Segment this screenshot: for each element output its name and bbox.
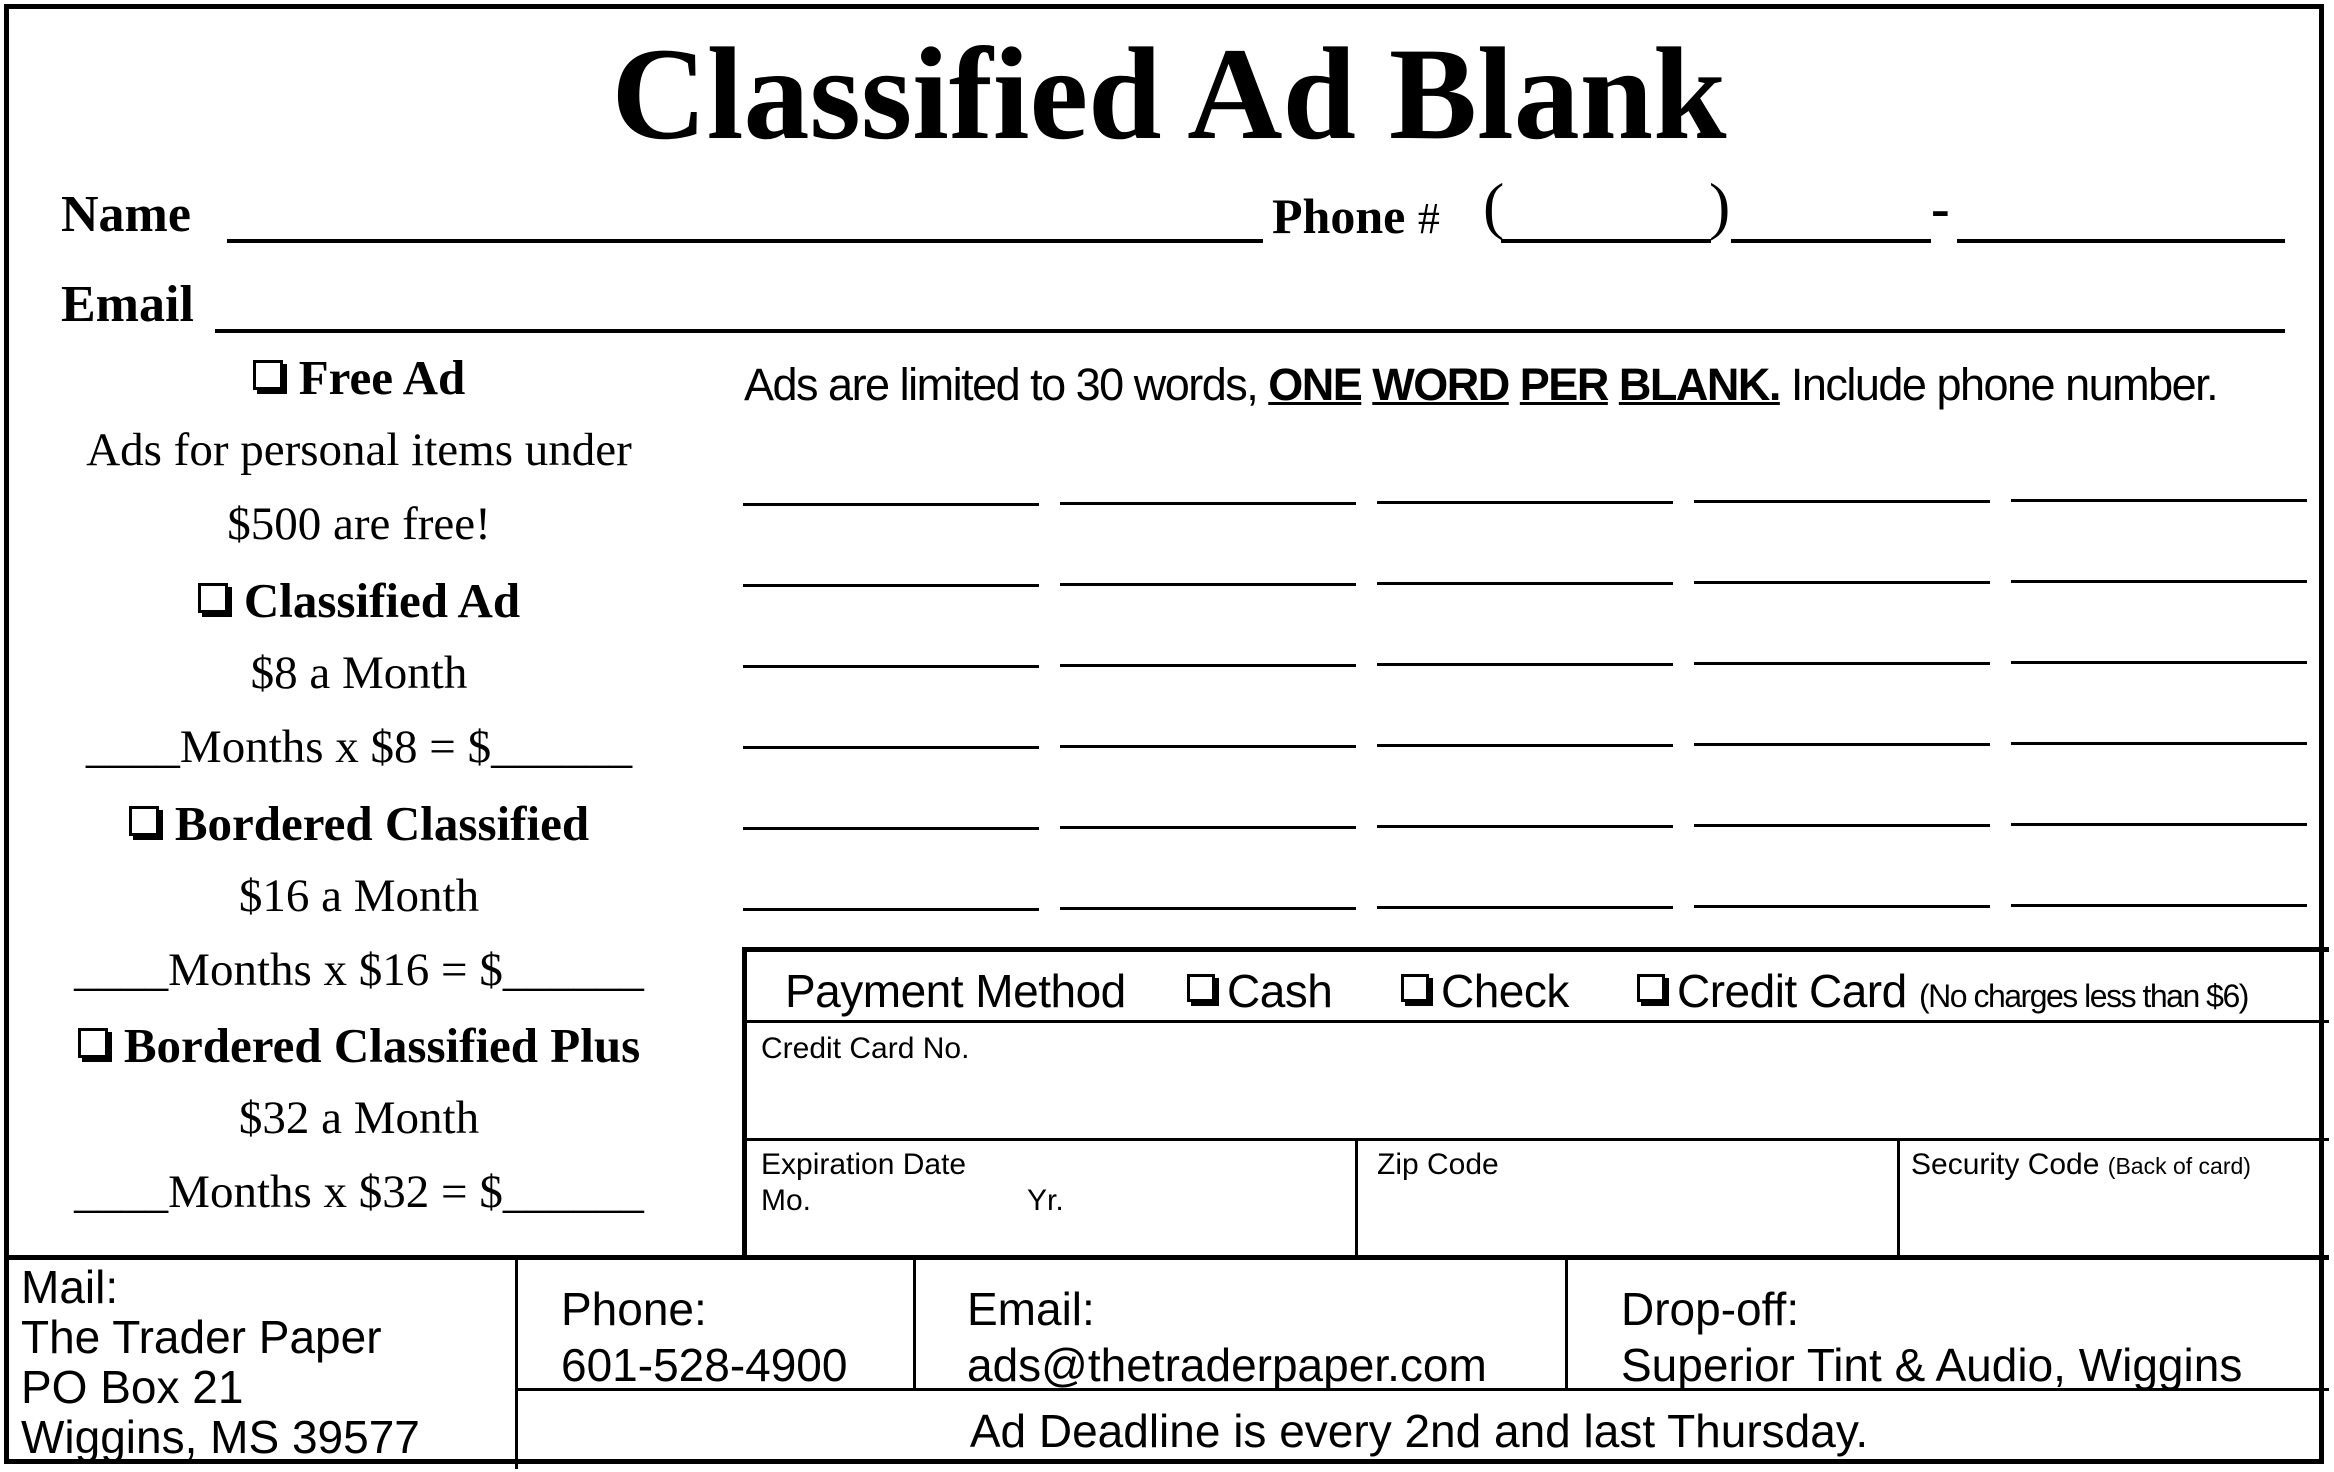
- word-blank[interactable]: [1377, 501, 1673, 504]
- word-blank[interactable]: [2011, 742, 2307, 745]
- payment-check-option[interactable]: [1401, 964, 1569, 1018]
- payment-method-label: Payment Method: [785, 965, 1126, 1017]
- instructions-emphasis-one: ONE: [1268, 359, 1362, 410]
- expiration-date-label: Expiration Date: [761, 1148, 967, 1181]
- word-blank[interactable]: [1377, 744, 1673, 747]
- free-ad-desc-2: $500 are free!: [227, 498, 491, 550]
- instructions-emphasis-blank: BLANK.: [1618, 359, 1780, 410]
- bordered-classified-checkbox[interactable]: [129, 806, 159, 836]
- word-blank[interactable]: [1377, 582, 1673, 585]
- word-blank[interactable]: [743, 908, 1039, 911]
- word-blank[interactable]: [1060, 745, 1356, 748]
- word-blank[interactable]: [1694, 662, 1990, 665]
- check-checkbox[interactable]: [1401, 974, 1429, 1002]
- bordered-classified-plus-months-blank[interactable]: ____: [74, 1166, 169, 1218]
- expiration-year-label: Yr.: [1027, 1184, 1064, 1217]
- free-ad-checkbox[interactable]: [253, 360, 283, 390]
- mail-line-1: The Trader Paper: [21, 1311, 382, 1363]
- phone-line-field[interactable]: [1957, 239, 2285, 243]
- payment-cash-option[interactable]: [1187, 964, 1332, 1018]
- bordered-classified-price: $16 a Month: [238, 870, 480, 922]
- footer-divider-2: [913, 1260, 916, 1388]
- classified-ad-price: $8 a Month: [250, 647, 468, 699]
- credit-card-checkbox[interactable]: [1637, 974, 1665, 1002]
- word-blank[interactable]: [2011, 823, 2307, 826]
- word-blank[interactable]: [1377, 663, 1673, 666]
- bordered-classified-plus-calc-text: Months x $32 = $: [168, 1166, 503, 1218]
- payment-credit-card-option[interactable]: [1637, 964, 2248, 1018]
- credit-card-no-label: Credit Card No.: [761, 1032, 970, 1065]
- classified-ad-months-blank[interactable]: ____: [85, 721, 180, 773]
- bordered-classified-plus-price: $32 a Month: [238, 1092, 480, 1144]
- security-code-note: (Back of card): [2107, 1153, 2251, 1179]
- word-blank[interactable]: [743, 503, 1039, 506]
- word-blank[interactable]: [2011, 661, 2307, 664]
- payment-divider-2: [747, 1138, 2329, 1141]
- phone-prefix-field[interactable]: [1731, 239, 1931, 243]
- bordered-classified-plus-checkbox[interactable]: [78, 1028, 108, 1058]
- mail-line-2: PO Box 21: [21, 1361, 244, 1413]
- area-code-field[interactable]: [1501, 239, 1711, 243]
- instructions-text-after: Include phone number.: [1779, 359, 2218, 410]
- bordered-classified-plus-label: Bordered Classified Plus: [123, 1018, 641, 1073]
- payment-divider: [747, 1020, 2329, 1023]
- word-blank[interactable]: [743, 827, 1039, 830]
- ad-options: [9, 9, 709, 1255]
- instructions-text-before: Ads are limited to 30 words,: [744, 359, 1269, 410]
- word-blank[interactable]: [1060, 502, 1356, 505]
- footer-divider-4: [515, 1388, 2329, 1391]
- word-blank[interactable]: [1377, 825, 1673, 828]
- credit-card-note: (No charges less than $6): [1918, 978, 2248, 1014]
- phone-label-text: Phone: [1272, 188, 1406, 244]
- email-contact-value[interactable]: ads@thetraderpaper.com: [967, 1339, 1487, 1391]
- classified-ad-form: [4, 4, 2324, 1464]
- phone-contact-label: Phone:: [561, 1283, 707, 1335]
- word-blank[interactable]: [1060, 664, 1356, 667]
- classified-ad-label: Classified Ad: [243, 573, 521, 628]
- phone-label: [1272, 187, 1440, 245]
- word-blank[interactable]: [743, 665, 1039, 668]
- mail-label: Mail:: [21, 1261, 119, 1313]
- word-blank[interactable]: [1060, 583, 1356, 586]
- word-blank[interactable]: [743, 584, 1039, 587]
- name-label: Name: [61, 186, 191, 243]
- word-blank[interactable]: [1060, 826, 1356, 829]
- word-blank[interactable]: [1694, 500, 1990, 503]
- bordered-classified-total-blank[interactable]: ______: [502, 944, 644, 996]
- word-limit-instructions: [744, 359, 2217, 411]
- word-blank[interactable]: [2011, 904, 2307, 907]
- credit-card-no-field[interactable]: [757, 1072, 2317, 1132]
- area-code-close-paren: ): [1709, 170, 1731, 241]
- cash-checkbox[interactable]: [1187, 974, 1215, 1002]
- word-blank[interactable]: [1694, 905, 1990, 908]
- classified-ad-calc[interactable]: [9, 720, 709, 774]
- credit-card-label: Credit Card: [1677, 965, 1907, 1017]
- bordered-classified-plus-calc[interactable]: [9, 1165, 709, 1219]
- word-blank[interactable]: [2011, 499, 2307, 502]
- bordered-classified-plus-option[interactable]: [9, 1017, 709, 1074]
- free-ad-option[interactable]: [9, 349, 709, 406]
- email-contact-label: Email:: [967, 1283, 1095, 1335]
- word-blank[interactable]: [2011, 580, 2307, 583]
- classified-ad-checkbox[interactable]: [198, 583, 228, 613]
- phone-hash: #: [1417, 194, 1440, 243]
- word-blank[interactable]: [1694, 743, 1990, 746]
- zip-code-label: Zip Code: [1377, 1148, 1499, 1181]
- bordered-classified-calc-text: Months x $16 = $: [168, 944, 503, 996]
- free-ad-desc-1: Ads for personal items under: [86, 424, 632, 476]
- area-code-open-paren: (: [1483, 170, 1505, 241]
- classified-ad-calc-text: Months x $8 = $: [179, 721, 492, 773]
- contact-footer: [9, 1255, 2329, 1469]
- form-title: Classified Ad Blank: [611, 20, 1727, 167]
- word-blank[interactable]: [1694, 581, 1990, 584]
- payment-col-divider-1: [1355, 1138, 1358, 1260]
- bordered-classified-option[interactable]: [9, 795, 709, 852]
- dropoff-value: Superior Tint & Audio, Wiggins: [1621, 1339, 2243, 1391]
- bordered-classified-label: Bordered Classified: [174, 796, 590, 851]
- bordered-classified-calc[interactable]: [9, 943, 709, 997]
- bordered-classified-months-blank[interactable]: ____: [74, 944, 169, 996]
- word-blank[interactable]: [1694, 824, 1990, 827]
- classified-ad-option[interactable]: [9, 572, 709, 629]
- security-code-text: Security Code: [1911, 1148, 2100, 1181]
- bordered-classified-plus-total-blank[interactable]: ______: [502, 1166, 644, 1218]
- payment-col-divider-2: [1897, 1138, 1900, 1260]
- classified-ad-total-blank[interactable]: ______: [491, 721, 633, 773]
- payment-box: [742, 947, 2329, 1255]
- phone-dash: -: [1931, 178, 1950, 240]
- expiration-month-label: Mo.: [761, 1184, 812, 1217]
- check-label: Check: [1441, 965, 1569, 1017]
- payment-method-row: [785, 964, 1126, 1018]
- word-blank[interactable]: [1060, 907, 1356, 910]
- cash-label: Cash: [1227, 965, 1333, 1017]
- phone-contact-value: 601-528-4900: [561, 1339, 848, 1391]
- word-blank[interactable]: [1377, 906, 1673, 909]
- email-label: Email: [61, 276, 194, 333]
- footer-divider-3: [1565, 1260, 1568, 1388]
- dropoff-label: Drop-off:: [1621, 1283, 1800, 1335]
- word-blank[interactable]: [743, 746, 1039, 749]
- free-ad-label: Free Ad: [298, 350, 466, 405]
- instructions-emphasis-word: WORD: [1372, 359, 1509, 410]
- ad-deadline-notice: Ad Deadline is every 2nd and last Thursday.: [969, 1405, 1869, 1457]
- instructions-emphasis-per: PER: [1519, 359, 1608, 410]
- security-code-label: [1911, 1148, 2251, 1182]
- mail-line-3: Wiggins, MS 39577: [21, 1411, 420, 1463]
